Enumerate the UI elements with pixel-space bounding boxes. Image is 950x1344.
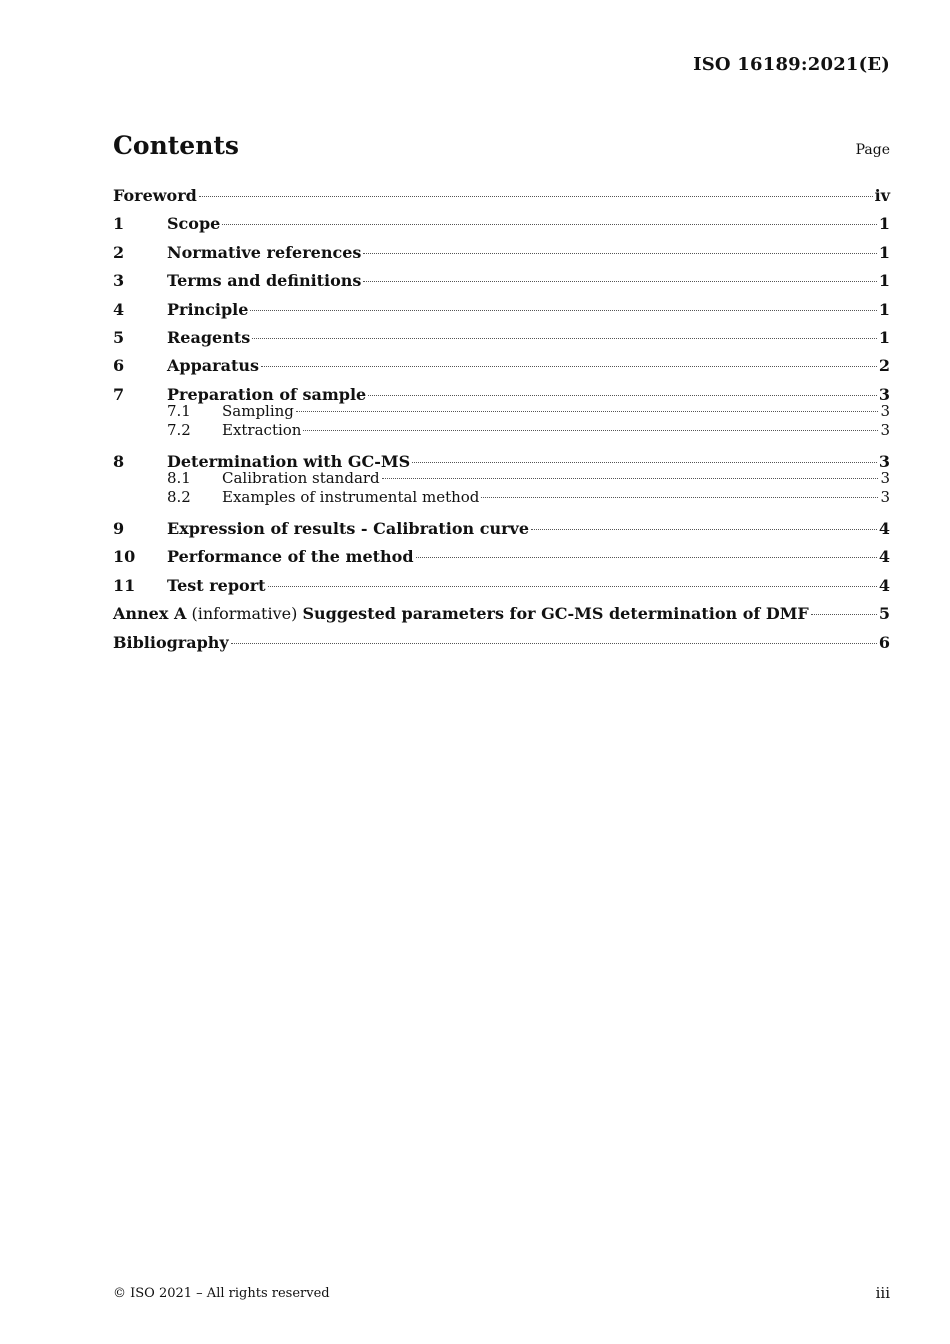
annex-title: Suggested parameters for GC-MS determination of DMF bbox=[302, 604, 809, 624]
toc-entry-page: 3 bbox=[878, 384, 890, 404]
toc-entry-calibration-standard[interactable] bbox=[113, 469, 890, 488]
toc-entry-instrumental-method[interactable] bbox=[113, 488, 890, 517]
dot-leader bbox=[252, 338, 877, 339]
dot-leader bbox=[363, 253, 876, 254]
toc-entry-page: iv bbox=[874, 186, 890, 205]
toc-entry-page: 2 bbox=[878, 356, 890, 376]
toc-entry-page: 1 bbox=[878, 327, 890, 347]
toc-entry-label bbox=[113, 602, 809, 626]
toc-entry-page: 3 bbox=[878, 451, 890, 471]
toc-entry-label: Foreword bbox=[113, 186, 197, 205]
toc-entry-number: 7.1 bbox=[167, 402, 191, 421]
dot-leader bbox=[481, 497, 878, 498]
toc-entry-reagents[interactable] bbox=[113, 326, 890, 354]
toc-entry-apparatus[interactable] bbox=[113, 354, 890, 382]
toc-entry-number: 8.1 bbox=[167, 469, 191, 488]
toc-entry-label: Test report bbox=[167, 575, 266, 595]
toc-entry-page: 5 bbox=[878, 604, 890, 624]
toc-entry-label: Examples of instrumental method bbox=[222, 488, 480, 507]
toc-entry-extraction[interactable] bbox=[113, 421, 890, 450]
dot-leader bbox=[382, 478, 879, 479]
toc-entry-normative-references[interactable] bbox=[113, 241, 890, 269]
toc-entry-determination-gc-ms[interactable] bbox=[113, 450, 890, 469]
toc-entry-label: Principle bbox=[167, 299, 249, 319]
toc-entry-number: 2 bbox=[113, 242, 125, 262]
toc-entry-number: 4 bbox=[113, 299, 125, 319]
toc-entry-number: 6 bbox=[113, 356, 125, 376]
toc-entry-page: 1 bbox=[878, 299, 890, 319]
dot-leader bbox=[222, 224, 877, 225]
dot-leader bbox=[250, 310, 876, 311]
toc-entry-label: Normative references bbox=[167, 242, 362, 262]
toc-entry-label: Scope bbox=[167, 214, 221, 234]
toc-entry-label: Terms and definitions bbox=[167, 271, 362, 291]
table-of-contents bbox=[113, 184, 890, 659]
contents-title: Contents bbox=[113, 131, 240, 160]
toc-entry-page: 6 bbox=[878, 632, 890, 652]
toc-entry-number: 10 bbox=[113, 547, 136, 567]
toc-entry-principle[interactable] bbox=[113, 298, 890, 326]
dot-leader bbox=[368, 395, 877, 396]
toc-entry-number: 1 bbox=[113, 214, 125, 234]
toc-entry-number: 7 bbox=[113, 384, 125, 404]
dot-leader bbox=[296, 411, 879, 412]
toc-entry-foreword[interactable] bbox=[113, 184, 890, 212]
toc-entry-number: 8.2 bbox=[167, 488, 191, 507]
toc-entry-number: 7.2 bbox=[167, 421, 191, 440]
toc-entry-expression-of-results[interactable] bbox=[113, 517, 890, 545]
toc-entry-page: 3 bbox=[880, 402, 890, 421]
toc-entry-annex-a[interactable] bbox=[113, 602, 890, 630]
toc-entry-page: 3 bbox=[880, 421, 890, 440]
annex-informative: (informative) bbox=[186, 604, 303, 624]
toc-entry-number: 9 bbox=[113, 519, 125, 539]
toc-entry-number: 11 bbox=[113, 575, 136, 595]
toc-entry-label: Determination with GC-MS bbox=[167, 451, 411, 471]
toc-entry-page: 3 bbox=[880, 488, 890, 507]
toc-entry-preparation-of-sample[interactable] bbox=[113, 383, 890, 402]
toc-entry-page: 4 bbox=[878, 519, 890, 539]
toc-entry-page: 1 bbox=[878, 214, 890, 234]
toc-entry-page: 3 bbox=[880, 469, 890, 488]
toc-entry-label: Preparation of sample bbox=[167, 384, 367, 404]
dot-leader bbox=[811, 614, 877, 615]
dot-leader bbox=[416, 557, 877, 558]
toc-entry-sampling[interactable] bbox=[113, 402, 890, 421]
toc-entry-page: 4 bbox=[878, 547, 890, 567]
toc-entry-label: Reagents bbox=[167, 327, 251, 347]
toc-entry-number: 8 bbox=[113, 451, 125, 471]
toc-entry-label: Bibliography bbox=[113, 632, 229, 652]
document-id: ISO 16189:2021(E) bbox=[693, 54, 890, 75]
dot-leader bbox=[268, 586, 877, 587]
toc-entry-test-report[interactable] bbox=[113, 574, 890, 602]
dot-leader bbox=[412, 462, 877, 463]
toc-entry-terms-and-definitions[interactable] bbox=[113, 269, 890, 297]
toc-entry-label: Expression of results - Calibration curve bbox=[167, 519, 529, 539]
page-number: iii bbox=[875, 1284, 890, 1302]
toc-entry-label: Performance of the method bbox=[167, 547, 414, 567]
toc-entry-label: Extraction bbox=[222, 421, 302, 440]
toc-entry-label: Sampling bbox=[222, 402, 294, 421]
page-column-label: Page bbox=[855, 142, 890, 158]
copyright-notice: © ISO 2021 – All rights reserved bbox=[113, 1286, 330, 1301]
toc-entry-label: Apparatus bbox=[167, 356, 259, 376]
dot-leader bbox=[363, 281, 876, 282]
toc-entry-page: 4 bbox=[878, 575, 890, 595]
dot-leader bbox=[303, 430, 878, 431]
dot-leader bbox=[199, 196, 873, 197]
toc-entry-number: 3 bbox=[113, 271, 125, 291]
toc-entry-bibliography[interactable] bbox=[113, 631, 890, 659]
annex-label: Annex A bbox=[113, 604, 187, 624]
dot-leader bbox=[231, 643, 877, 644]
toc-entry-scope[interactable] bbox=[113, 212, 890, 240]
toc-entry-label: Calibration standard bbox=[222, 469, 380, 488]
dot-leader bbox=[531, 529, 877, 530]
toc-entry-number: 5 bbox=[113, 327, 125, 347]
dot-leader bbox=[261, 366, 877, 367]
toc-entry-page: 1 bbox=[878, 242, 890, 262]
toc-entry-performance[interactable] bbox=[113, 545, 890, 573]
toc-entry-page: 1 bbox=[878, 271, 890, 291]
